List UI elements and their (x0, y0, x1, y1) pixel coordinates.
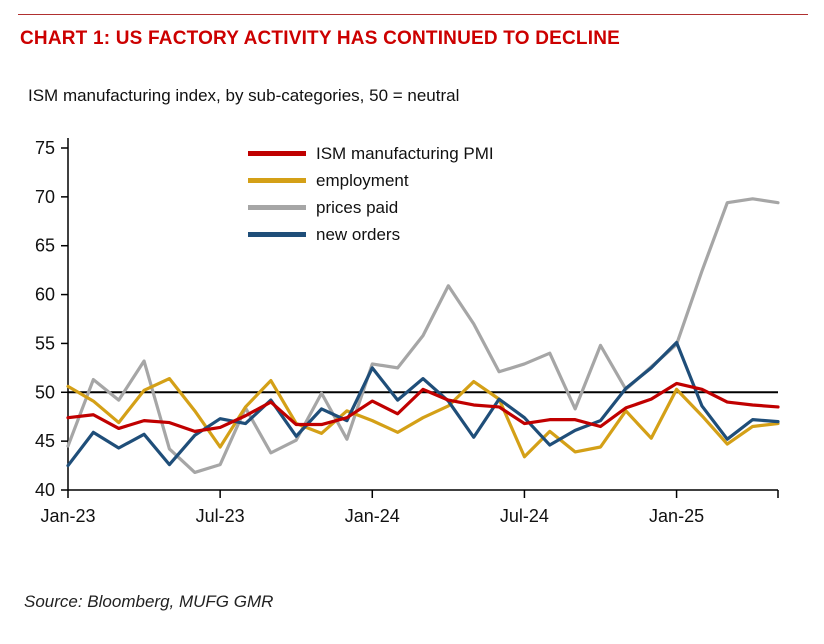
chart-legend (248, 140, 578, 248)
legend-item (248, 167, 578, 194)
x-tick-label: Jul-24 (499, 506, 549, 526)
series-line (68, 342, 778, 465)
legend-label: new orders (316, 224, 401, 244)
y-tick-label: 45 (34, 431, 55, 452)
y-tick-label: 70 (34, 186, 55, 207)
y-tick-label: 55 (34, 333, 55, 354)
legend-swatch (248, 178, 306, 183)
y-tick-label: 65 (34, 235, 55, 256)
legend-label: prices paid (316, 197, 399, 217)
y-tick-label: 40 (34, 480, 55, 500)
legend-swatch (248, 151, 306, 156)
legend-item (248, 140, 578, 167)
x-tick-label: Jan-23 (40, 506, 96, 526)
legend-item (248, 194, 578, 221)
legend-item (248, 221, 578, 248)
series-line (68, 383, 778, 431)
source-note: Source: Bloomberg, MUFG GMR (24, 592, 274, 611)
y-tick-label: 75 (34, 138, 55, 158)
legend-label: employment (316, 170, 409, 190)
x-tick-label: Jan-24 (344, 506, 400, 526)
y-tick-label: 60 (34, 284, 55, 305)
legend-label: ISM manufacturing PMI (316, 143, 494, 163)
x-tick-label: Jul-23 (195, 506, 245, 526)
chart-title: CHART 1: US FACTORY ACTIVITY HAS CONTINUED TO DECLINE (20, 28, 620, 49)
x-tick-label: Jan-25 (649, 506, 705, 526)
y-tick-label: 50 (34, 382, 55, 403)
chart-subtitle: ISM manufacturing index, by sub-categories, 50 = neutral (28, 86, 460, 105)
legend-swatch (248, 205, 306, 210)
legend-swatch (248, 232, 306, 237)
